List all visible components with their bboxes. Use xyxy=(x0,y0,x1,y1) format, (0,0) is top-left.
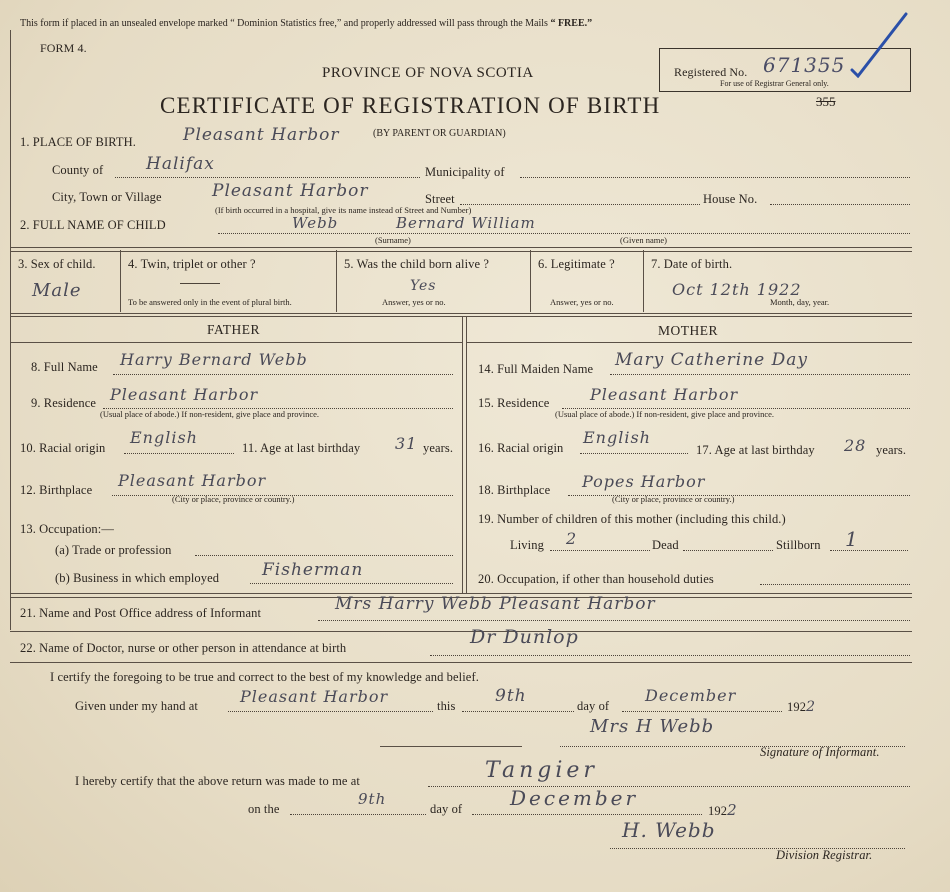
twin-label: 4. Twin, triplet or other ? xyxy=(128,257,256,271)
father-years: years. xyxy=(423,441,454,455)
stillborn-line xyxy=(830,550,908,551)
registrar-signature: H. Webb xyxy=(622,818,716,842)
registrar-day-line xyxy=(290,814,426,815)
registrar-place-line xyxy=(428,786,910,787)
registrar-day-value: 9th xyxy=(358,790,387,808)
father-age-label: 11. Age at last birthday xyxy=(242,441,361,455)
date-label: 7. Date of birth. xyxy=(651,257,733,271)
mother-occupation-line xyxy=(760,584,910,585)
place-of-birth-label: 1. PLACE OF BIRTH. xyxy=(20,135,136,149)
father-name-label: 8. Full Name xyxy=(31,360,98,374)
father-residence-note: (Usual place of abode.) If non-resident, give place and province. xyxy=(100,409,320,419)
registrar-dayof: day of xyxy=(430,802,463,816)
parents-top-rule xyxy=(10,316,912,317)
given-place-value: Pleasant Harbor xyxy=(240,687,389,706)
father-birthplace-note: (City or place, province or country.) xyxy=(172,494,295,504)
informant-rule xyxy=(10,631,912,632)
mother-header: MOTHER xyxy=(658,323,718,338)
alive-label: 5. Was the child born alive ? xyxy=(344,257,490,271)
given-year: 1922 xyxy=(787,699,816,715)
mother-age-label: 17. Age at last birthday xyxy=(696,443,815,457)
living-label: Living xyxy=(510,538,544,552)
street-label: Street xyxy=(425,192,455,206)
house-line xyxy=(770,204,910,205)
business-value: Fisherman xyxy=(262,560,364,580)
mother-birthplace-note: (City or place, province or country.) xyxy=(612,494,735,504)
mother-children-label: 19. Number of children of this mother (including this child.) xyxy=(478,512,786,526)
business-line xyxy=(250,583,453,584)
date-note: Month, day, year. xyxy=(770,297,830,307)
father-birthplace-label: 12. Birthplace xyxy=(20,483,93,497)
mother-residence-label: 15. Residence xyxy=(478,396,550,410)
mother-residence-note: (Usual place of abode.) If non-resident, give place and province. xyxy=(555,409,775,419)
registrar-caption: Division Registrar. xyxy=(776,848,873,862)
mother-header-rule xyxy=(466,342,912,343)
father-racial-value: English xyxy=(130,428,198,447)
given-label: Given under my hand at xyxy=(75,699,199,713)
date-value: Oct 12th 1922 xyxy=(672,280,802,299)
father-racial-label: 10. Racial origin xyxy=(20,441,106,455)
sex-label: 3. Sex of child. xyxy=(18,257,96,271)
mail-notice: This form if placed in an unsealed envelope marked “ Dominion Statistics free,” and properly addressed will pass through the Mails “ FREE.” xyxy=(20,18,593,29)
child-surname: Webb xyxy=(292,214,339,232)
boxes-bottom-rule xyxy=(10,313,912,314)
mother-racial-value: English xyxy=(583,428,651,447)
registrar-year: 1922 xyxy=(708,801,738,819)
registered-label: Registered No. xyxy=(674,65,748,79)
certify-line: I certify the foregoing to be true and correct to the best of my knowledge and belief. xyxy=(50,670,479,684)
mother-birthplace-label: 18. Birthplace xyxy=(478,483,551,497)
legitimate-label: 6. Legitimate ? xyxy=(538,257,615,271)
stillborn-value: 1 xyxy=(845,527,859,551)
sex-value: Male xyxy=(32,280,82,301)
municipality-label: Municipality of xyxy=(425,165,505,179)
stillborn-label: Stillborn xyxy=(776,538,821,552)
registered-value: 671355 xyxy=(763,53,846,77)
box-divider-1 xyxy=(120,250,121,312)
left-border xyxy=(10,30,11,630)
boxes-top-rule xyxy=(10,247,912,252)
box-divider-4 xyxy=(643,250,644,312)
mother-age-value: 28 xyxy=(844,436,867,455)
registrar-note: For use of Registrar General only. xyxy=(720,79,829,88)
father-occupation-label: 13. Occupation:— xyxy=(20,522,114,536)
informant-label: 21. Name and Post Office address of Informant xyxy=(20,606,262,620)
city-value: Pleasant Harbor xyxy=(212,181,369,201)
registrar-place-value: Tangier xyxy=(485,758,598,783)
county-value: Halifax xyxy=(146,154,215,174)
parents-divider-a xyxy=(462,316,463,593)
city-label: City, Town or Village xyxy=(52,190,162,204)
box-divider-2 xyxy=(336,250,337,312)
registrar-month-value: December xyxy=(510,786,639,810)
box-divider-3 xyxy=(530,250,531,312)
mother-name-label: 14. Full Maiden Name xyxy=(478,362,594,376)
given-dayof-label: day of xyxy=(577,699,610,713)
mother-racial-line xyxy=(580,453,688,454)
father-header: FATHER xyxy=(207,322,261,337)
hospital-note: (If birth occurred in a hospital, give its name instead of Street and Number) xyxy=(215,205,472,215)
given-caption: (Given name) xyxy=(620,235,667,245)
county-label: County of xyxy=(52,163,104,177)
short-rule xyxy=(380,746,522,747)
father-header-rule xyxy=(10,342,462,343)
father-name-line xyxy=(113,374,453,375)
mother-racial-label: 16. Racial origin xyxy=(478,441,564,455)
house-label: House No. xyxy=(703,192,758,206)
registrar-certify-line: I hereby certify that the above return was made to me at xyxy=(75,774,360,788)
given-this-label: this xyxy=(437,699,456,713)
county-line xyxy=(115,177,420,178)
mother-years: years. xyxy=(876,443,907,457)
doctor-line xyxy=(430,655,910,656)
given-month-line xyxy=(622,711,782,712)
crossed-number: 355 xyxy=(816,94,836,109)
mother-name-value: Mary Catherine Day xyxy=(615,350,809,370)
mother-birthplace-value: Popes Harbor xyxy=(582,472,706,491)
signature-caption: Signature of Informant. xyxy=(760,745,880,759)
trade-label: (a) Trade or profession xyxy=(55,543,172,557)
page-title: CERTIFICATE OF REGISTRATION OF BIRTH xyxy=(160,93,661,118)
alive-note: Answer, yes or no. xyxy=(382,297,446,307)
legitimate-note: Answer, yes or no. xyxy=(550,297,614,307)
given-place-line xyxy=(228,711,433,712)
doctor-label: 22. Name of Doctor, nurse or other person in attendance at birth xyxy=(20,641,347,655)
father-residence-value: Pleasant Harbor xyxy=(110,385,259,404)
mother-occupation-label: 20. Occupation, if other than household duties xyxy=(478,572,714,586)
dead-label: Dead xyxy=(652,538,679,552)
living-line xyxy=(550,550,650,551)
informant-signature: Mrs H Webb xyxy=(590,716,715,737)
father-age-value: 31 xyxy=(395,434,418,453)
given-month-value: December xyxy=(645,686,737,705)
by-parent-subtitle: (BY PARENT OR GUARDIAN) xyxy=(373,128,506,139)
pen-check-mark xyxy=(850,8,910,78)
parents-divider-b xyxy=(466,316,467,593)
form-number: FORM 4. xyxy=(40,41,87,55)
registrar-month-line xyxy=(472,814,702,815)
twin-dash xyxy=(180,283,220,284)
street-line xyxy=(460,204,700,205)
living-value: 2 xyxy=(566,529,578,548)
father-racial-line xyxy=(124,453,234,454)
mother-residence-value: Pleasant Harbor xyxy=(590,385,739,404)
province-heading: PROVINCE OF NOVA SCOTIA xyxy=(322,65,534,81)
doctor-value: Dr Dunlop xyxy=(470,626,579,648)
mother-name-line xyxy=(610,374,910,375)
child-name-line xyxy=(218,233,910,234)
given-day-value: 9th xyxy=(495,686,527,706)
informant-value: Mrs Harry Webb Pleasant Harbor xyxy=(335,594,656,614)
surname-caption: (Surname) xyxy=(375,235,411,245)
father-name-value: Harry Bernard Webb xyxy=(120,350,308,369)
alive-value: Yes xyxy=(410,278,437,294)
informant-line xyxy=(318,620,910,621)
registrar-on-the: on the xyxy=(248,802,280,816)
place-of-birth-value: Pleasant Harbor xyxy=(183,125,340,145)
father-birthplace-value: Pleasant Harbor xyxy=(118,471,267,490)
child-name-label: 2. FULL NAME OF CHILD xyxy=(20,218,166,232)
twin-note: To be answered only in the event of plural birth. xyxy=(128,297,292,307)
given-day-line xyxy=(462,711,574,712)
dead-line xyxy=(683,550,773,551)
municipality-line xyxy=(520,177,910,178)
child-given-name: Bernard William xyxy=(396,214,536,232)
trade-line xyxy=(195,555,453,556)
business-label: (b) Business in which employed xyxy=(55,571,220,585)
father-residence-label: 9. Residence xyxy=(31,396,97,410)
doctor-rule xyxy=(10,662,912,663)
